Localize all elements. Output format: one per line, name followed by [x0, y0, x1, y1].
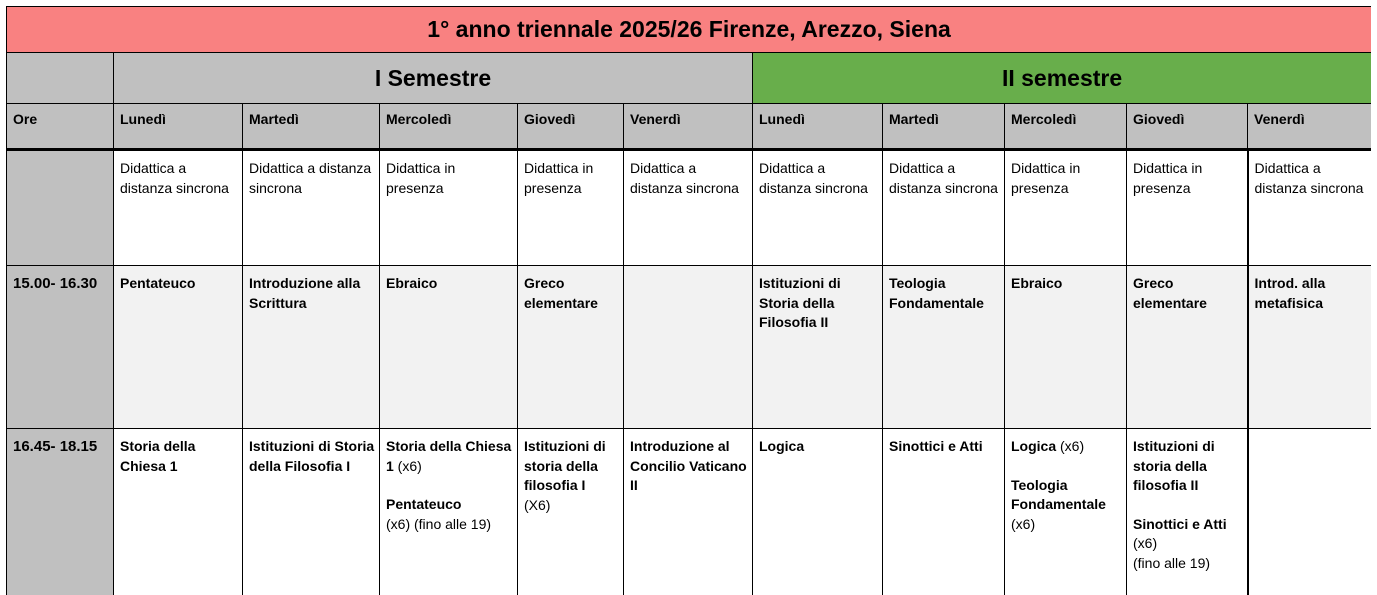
slot-row-2: [7, 429, 1372, 595]
course-cell: Introduzione al Concilio Vaticano II: [624, 429, 753, 595]
slot-2-time: 16.45- 18.15: [7, 429, 114, 595]
day-header-s2-fri: Venerdì: [1248, 104, 1372, 150]
day-header-s2-tue: Martedì: [883, 104, 1005, 150]
course-note: (x6) (fino alle 19): [386, 515, 492, 532]
day-header-s2-wed: Mercoledì: [1005, 104, 1127, 150]
slot-1-time: 15.00- 16.30: [7, 266, 114, 429]
course-cell: [380, 429, 518, 595]
course-cell: Istituzioni di Storia della Filosofia II: [753, 266, 883, 429]
modality-cell: Didattica in presenza: [380, 150, 518, 266]
course-cell: Teologia Fondamentale: [883, 266, 1005, 429]
day-header-s1-tue: Martedì: [243, 104, 380, 150]
schedule-title: 1° anno triennale 2025/26 Firenze, Arezzo, Siena: [7, 7, 1372, 53]
course-note: (fino alle 19): [1133, 554, 1211, 571]
modality-row: [7, 150, 1372, 266]
course-cell: [624, 266, 753, 429]
semester-2-header: II semestre: [753, 53, 1372, 104]
day-header-s1-fri: Venerdì: [624, 104, 753, 150]
day-header-s1-mon: Lunedì: [114, 104, 243, 150]
course-cell: Pentateuco: [114, 266, 243, 429]
course-cell: [1248, 429, 1372, 595]
course-note: (x6): [1011, 515, 1036, 532]
course-name: Teologia Fondamentale: [1011, 476, 1106, 512]
modality-cell: Didattica a distanza sincrona: [883, 150, 1005, 266]
modality-cell: Didattica a distanza sincrona: [243, 150, 380, 266]
course-cell: [1127, 429, 1248, 595]
course-name: Istituzioni di storia della filosofia II: [1133, 438, 1215, 493]
course-cell: Introduzione alla Scrittura: [243, 266, 380, 429]
modality-cell: Didattica a distanza sincrona: [624, 150, 753, 266]
modality-cell: Didattica a distanza sincrona: [753, 150, 883, 266]
course-cell: Logica: [753, 429, 883, 595]
course-cell: Greco elementare: [518, 266, 624, 429]
course-name: Sinottici e Atti: [1133, 515, 1227, 532]
modality-cell: Didattica a distanza sincrona: [114, 150, 243, 266]
day-header-row: [7, 104, 1372, 150]
day-header-s2-mon: Lunedì: [753, 104, 883, 150]
course-name: Pentateuco: [386, 496, 462, 512]
course-cell: Introd. alla metafisica: [1248, 266, 1372, 429]
modality-cell: Didattica in presenza: [1127, 150, 1248, 266]
course-cell: Ebraico: [380, 266, 518, 429]
ore-header: Ore: [7, 104, 114, 150]
modality-cell: Didattica in presenza: [1005, 150, 1127, 266]
course-note: (x6): [1133, 535, 1158, 551]
course-note: (X6): [524, 496, 551, 513]
course-cell: [1005, 429, 1127, 595]
course-cell: [518, 429, 624, 595]
semester-1-header: I Semestre: [114, 53, 753, 104]
course-name: Storia della Chiesa 1: [386, 438, 512, 474]
semester-blank-cell: [7, 53, 114, 104]
schedule-table: [6, 6, 1371, 595]
modality-cell: Didattica in presenza: [518, 150, 624, 266]
course-cell: Istituzioni di Storia della Filosofia I: [243, 429, 380, 595]
course-cell: Greco elementare: [1127, 266, 1248, 429]
day-header-s2-thu: Giovedì: [1127, 104, 1248, 150]
course-cell: Ebraico: [1005, 266, 1127, 429]
course-note: (x6): [393, 457, 422, 474]
slot-row-1: [7, 266, 1372, 429]
modality-cell: Didattica a distanza sincrona: [1248, 150, 1372, 266]
course-cell: Sinottici e Atti: [883, 429, 1005, 595]
schedule-sheet: [6, 6, 1371, 595]
day-header-s1-thu: Giovedì: [518, 104, 624, 150]
course-name: Istituzioni di storia della filosofia I: [524, 438, 606, 493]
course-cell: Storia della Chiesa 1: [114, 429, 243, 595]
course-note: (x6): [1056, 438, 1085, 454]
day-header-s1-wed: Mercoledì: [380, 104, 518, 150]
modality-ore-cell: [7, 150, 114, 266]
course-name: Logica: [1011, 438, 1057, 454]
